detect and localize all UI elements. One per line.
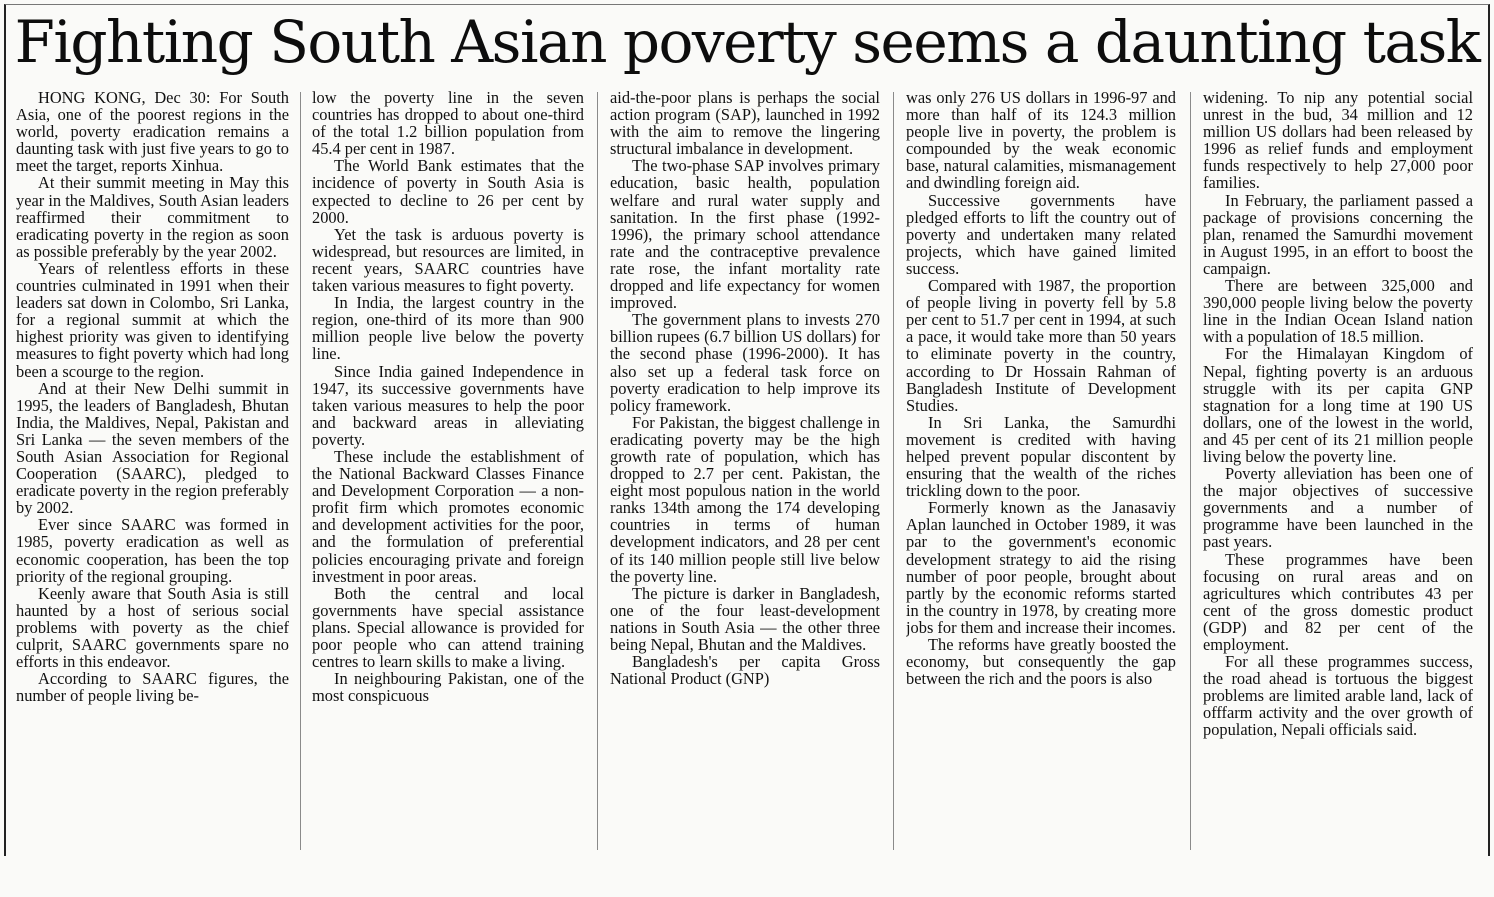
paragraph: Ever since SAARC was formed in 1985, poverty eradication as well as economic cooperation, has been the top priority of the regional grouping. — [16, 515, 289, 586]
column-divider — [300, 92, 301, 850]
paragraph: widening. To nip any potential social unrest in the bud, 34 million and 12 million US dollars had been released by 1996 as relief funds and employment funds respectively to help 27,000 poor families. — [1203, 89, 1473, 193]
column-divider — [1190, 92, 1191, 850]
column-5 — [1203, 89, 1473, 851]
paragraph: HONG KONG, Dec 30: For South Asia, one of the poorest regions in the world, poverty eradication remains a daunting task with just five years to go to meet the target, reports Xinhua. — [16, 89, 289, 176]
column-divider — [597, 92, 598, 850]
paragraph: Since India gained Independence in 1947, its successive governments have taken various measures to help the poor and backward areas in alleviating poverty. — [312, 361, 584, 449]
paragraph: These include the establishment of the National Backward Classes Finance and Development Corporation — a non-profit firm which promotes economic and development activities for the poor, and the formulation of preferential policies encouraging private and foreign investment in poor areas. — [312, 446, 584, 586]
paragraph: The reforms have greatly boosted the economy, but consequently the gap between the rich and the poors is also — [906, 635, 1176, 689]
paragraph: For Pakistan, the biggest challenge in eradicating poverty may be the high growth rate of population, which has dropped to 2.7 per cent. Pakistan, the eight most populous nation in the world ranks 134th among the 174 developing countries in terms of human development indicators, and 28 per cent of its 140 million people still live below the poverty line. — [610, 412, 880, 586]
paragraph: Years of relentless efforts in these countries culminated in 1991 when their leaders sat down in Colombo, Sri Lanka, for a regional summit at which the highest priority was given to identifying measures to fight poverty which had long been a scourge to the region. — [16, 258, 289, 381]
paragraph: At their summit meeting in May this year in the Maldives, South Asian leaders reaffirmed their commitment to eradicating poverty in the region as soon as possible preferably by the year 2002. — [16, 173, 289, 261]
paragraph: According to SAARC figures, the number of people living be- — [16, 669, 289, 706]
column-3 — [610, 89, 880, 851]
paragraph: Formerly known as the Janasaviy Aplan launched in October 1989, it was par to the government's economic development strategy to aid the rising number of poor people, brought about partly by the economic reforms started in the country in 1978, by creating more jobs for them and increase their incomes. — [906, 498, 1176, 637]
paragraph: In Sri Lanka, the Samurdhi movement is credited with having helped prevent popular discontent by ensuring that the wealth of the riches trickling down to the poor. — [906, 412, 1176, 501]
paragraph: In neighbouring Pakistan, one of the most conspicuous — [312, 669, 584, 706]
paragraph: There are between 325,000 and 390,000 people living below the poverty line in the Indian Ocean Island nation with a population of 18.5 million. — [1203, 276, 1473, 347]
paragraph: The two-phase SAP involves primary education, basic health, population welfare and rural water supply and sanitation. In the first phase (1992-1996), the primary school attendance rate and the contraceptive prevalence rate rose, the infant mortality rate dropped and life expectancy for women improved. — [610, 156, 880, 313]
paragraph: For the Himalayan Kingdom of Nepal, fighting poverty is an arduous struggle with its per capita GNP stagnation for a long time at 190 US dollars, one of the lowest in the world, and 45 per cent of its 21 million people living below the poverty line. — [1203, 344, 1473, 466]
paragraph: And at their New Delhi summit in 1995, the leaders of Bangladesh, Bhutan India, the Maldives, Nepal, Pakistan and Sri Lanka — the seven members of the South Asian Association for Regional Cooperation (SAARC), pledged to eradicate poverty in the region preferably by 2002. — [16, 378, 289, 518]
paragraph: The World Bank estimates that the incidence of poverty in South Asia is expected to decline to 26 per cent by 2000. — [312, 156, 584, 227]
paragraph: Keenly aware that South Asia is still haunted by a host of serious social problems with poverty as the chief culprit, SAARC governments spare no efforts in this endeavor. — [16, 583, 289, 672]
paragraph: Successive governments have pledged efforts to lift the country out of poverty and undertaken many related projects, which have gained limited success. — [906, 190, 1176, 278]
headline: Fighting South Asian poverty seems a daunting task — [14, 8, 1480, 76]
paragraph: Both the central and local governments have special assistance plans. Special allowance is provided for poor people who can attend training centres to learn skills to make a living. — [312, 583, 584, 672]
paragraph: In India, the largest country in the region, one-third of its more than 900 million people live below the poverty line. — [312, 293, 584, 364]
paragraph: In February, the parliament passed a package of provisions concerning the plan, renamed the Samurdhi movement in August 1995, in an effort to boost the campaign. — [1203, 190, 1473, 278]
paragraph: Poverty alleviation has been one of the major objectives of successive governments and a number of programme have been launched in the past years. — [1203, 464, 1473, 552]
paragraph: low the poverty line in the seven countries has dropped to about one-third of the total 1.2 billion population from 45.4 per cent in 1987. — [312, 89, 584, 159]
paragraph: aid-the-poor plans is perhaps the social action program (SAP), launched in 1992 with the aim to remove the lingering structural imbalance in development. — [610, 89, 880, 159]
paragraph: Compared with 1987, the proportion of people living in poverty fell by 5.8 per cent to 51.7 per cent in 1994, at such a pace, it would take more than 50 years to eliminate poverty in the country, according to Dr Hossain Rahman of Bangladesh Institute of Development Studies. — [906, 276, 1176, 415]
column-4 — [906, 89, 1176, 851]
paragraph: The picture is darker in Bangladesh, one of the four least-development nations in South Asia — the other three being Nepal, Bhutan and the Maldives. — [610, 583, 880, 654]
column-2 — [312, 89, 584, 851]
column-divider — [893, 92, 894, 850]
paragraph: Yet the task is arduous poverty is widespread, but resources are limited, in recent years, SAARC countries have taken various measures to fight poverty. — [312, 224, 584, 296]
paragraph: was only 276 US dollars in 1996-97 and more than half of its 124.3 million people live in poverty, the problem is compounded by the weak economic base, natural calamities, mismanagement and dwindling foreign aid. — [906, 89, 1176, 193]
paragraph: These programmes have been focusing on rural areas and on agricultures which contributes 43 per cent of the gross domestic product (GDP) and 82 per cent of the employment. — [1203, 549, 1473, 654]
paragraph: For all these programmes success, the road ahead is tortuous the biggest problems are limited arable land, lack of offfarm activity and the over growth of population, Nepali officials said. — [1203, 652, 1473, 740]
paragraph: The government plans to invests 270 billion rupees (6.7 billion US dollars) for the second phase (1996-2000). It has also set up a federal task force on poverty eradication to help improve its policy framework. — [610, 310, 880, 415]
paragraph: Bangladesh's per capita Gross National Product (GNP) — [610, 652, 880, 689]
column-1 — [16, 89, 289, 851]
